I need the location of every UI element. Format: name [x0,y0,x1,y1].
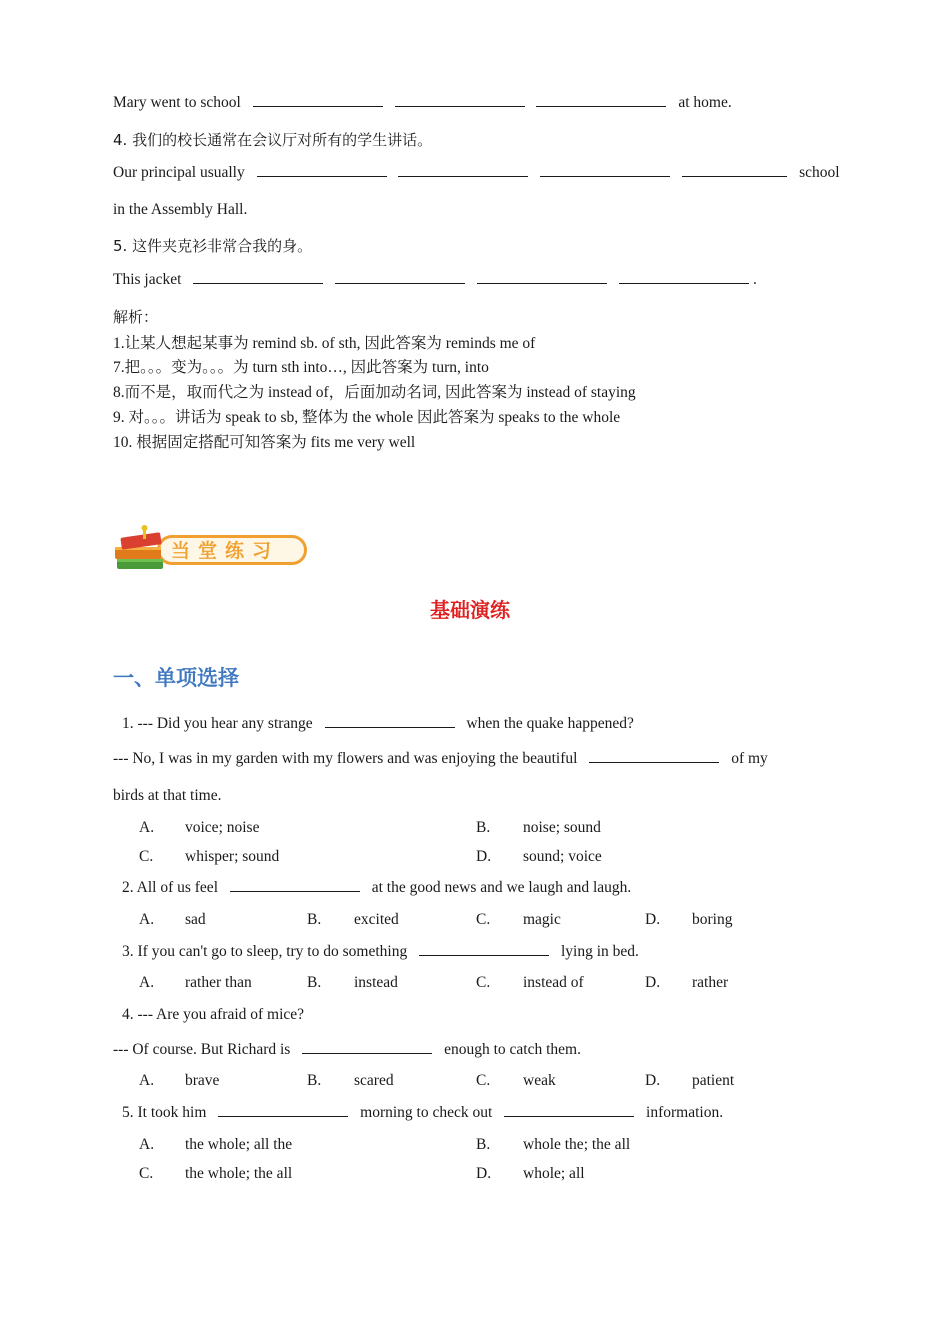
answer-blank[interactable] [682,175,787,177]
option-text[interactable]: whisper; sound [185,848,280,865]
option-text[interactable]: excited [354,911,399,928]
answer-blank[interactable] [395,105,525,107]
explanation-line: 7.把。。。变为。。。为 turn sth into…, 因此答案为 turn, into [113,359,489,376]
answer-blank[interactable] [619,282,749,284]
option-letter: C. [476,911,491,928]
q3-english-line: Mary went to school at home. [113,94,732,111]
option-letter: C. [476,974,491,991]
answer-blank[interactable] [540,175,670,177]
banner-label: 当堂练习 [171,540,280,562]
answer-blank[interactable] [335,282,465,284]
answer-blank[interactable] [419,954,549,956]
option-text[interactable]: boring [692,911,733,928]
option-text[interactable]: the whole; the all [185,1165,293,1182]
option-text[interactable]: sad [185,911,206,928]
option-letter: A. [139,1072,155,1089]
question-5-line1: 5. It took him morning to check out information. [122,1104,724,1121]
question-2-line1: 2. All of us feel at the good news and we laugh and laugh. [122,879,632,896]
q4-chinese: 4. 我们的校长通常在会议厅对所有的学生讲话。 [113,131,433,149]
answer-blank[interactable] [504,1115,634,1117]
option-text[interactable]: brave [185,1072,220,1089]
explanation-line: 1.让某人想起某事为 remind sb. of sth, 因此答案为 reminds me of [113,335,536,352]
answer-blank[interactable] [253,105,383,107]
section-title: 基础演练 [430,598,510,622]
option-text[interactable]: scared [354,1072,394,1089]
option-letter: A. [139,1136,155,1153]
answer-blank[interactable] [536,105,666,107]
option-letter: B. [476,1136,491,1153]
answer-blank[interactable] [398,175,528,177]
q4-english-line: Our principal usually school [113,164,840,181]
option-text[interactable]: voice; noise [185,819,260,836]
option-letter: A. [139,819,155,836]
q4-english-line2: in the Assembly Hall. [113,201,248,218]
q5-chinese: 5. 这件夹克衫非常合我的身。 [113,237,313,255]
option-letter: C. [139,1165,154,1182]
explanation-line: 9. 对。。。讲话为 speak to sb, 整体为 the whole 因此答案为 speaks to the whole [113,409,621,426]
option-text[interactable]: rather [692,974,729,991]
option-text[interactable]: magic [523,911,561,928]
option-text[interactable]: sound; voice [523,848,602,865]
option-letter: B. [307,1072,322,1089]
option-text[interactable]: noise; sound [523,819,601,836]
option-letter: C. [139,848,154,865]
practice-banner [113,525,313,575]
answer-blank[interactable] [477,282,607,284]
option-letter: D. [476,848,492,865]
option-letter: B. [476,819,491,836]
part-heading: 一、单项选择 [113,666,239,690]
q5-english-line: This jacket . [113,271,757,288]
option-letter: B. [307,974,322,991]
answer-blank[interactable] [302,1052,432,1054]
answer-blank[interactable] [325,726,455,728]
question-4-line1: 4. --- Are you afraid of mice? [122,1006,305,1023]
option-letter: B. [307,911,322,928]
option-letter: D. [645,1072,661,1089]
option-text[interactable]: rather than [185,974,252,991]
option-text[interactable]: instead of [523,974,584,991]
books-icon [113,525,171,577]
question-1-line2: --- No, I was in my garden with my flowers and was enjoying the beautiful of my [113,750,768,767]
question-3-line1: 3. If you can't go to sleep, try to do something lying in bed. [122,943,639,960]
answer-blank[interactable] [193,282,323,284]
option-text[interactable]: whole; all [523,1165,585,1182]
question-1-line1: 1. --- Did you hear any strange when the quake happened? [122,715,634,732]
explanation-line: 10. 根据固定搭配可知答案为 fits me very well [113,434,416,451]
explanation-line: 8.而不是，取而代之为 instead of，后面加动名词, 因此答案为 instead of staying [113,384,636,401]
answer-blank[interactable] [218,1115,348,1117]
option-text[interactable]: instead [354,974,398,991]
option-letter: A. [139,974,155,991]
option-text[interactable]: patient [692,1072,735,1089]
answer-blank[interactable] [230,890,360,892]
option-letter: D. [476,1165,492,1182]
answer-blank[interactable] [257,175,387,177]
option-text[interactable]: the whole; all the [185,1136,293,1153]
option-text[interactable]: weak [523,1072,556,1089]
option-letter: A. [139,911,155,928]
option-letter: D. [645,911,661,928]
answer-blank[interactable] [589,761,719,763]
question-4-line2: --- Of course. But Richard is enough to catch them. [113,1041,581,1058]
option-text[interactable]: whole the; the all [523,1136,631,1153]
option-letter: C. [476,1072,491,1089]
explanation-heading: 解析： [113,308,159,326]
question-1-line3: birds at that time. [113,787,222,804]
option-letter: D. [645,974,661,991]
